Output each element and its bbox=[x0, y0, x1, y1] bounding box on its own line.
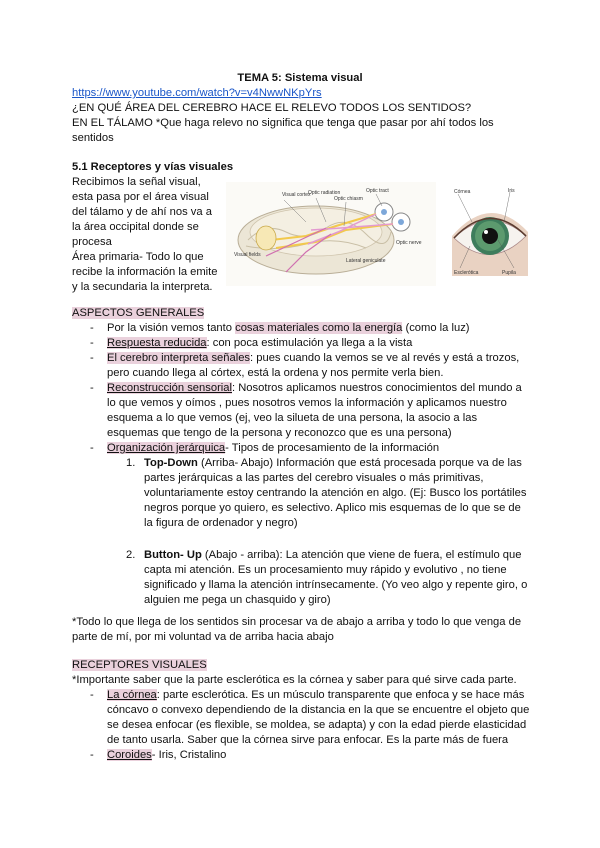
intro-line: y la secundaria la interpreta. bbox=[72, 281, 213, 293]
youtube-link[interactable]: https://www.youtube.com/watch?v=v4NwwNKpYrs bbox=[72, 87, 322, 99]
intro-line: Recibimos la señal visual, bbox=[72, 176, 201, 188]
eye-illustration bbox=[452, 186, 528, 276]
aspectos-heading: ASPECTOS GENERALES bbox=[72, 307, 205, 319]
brain-label: Optic nerve bbox=[396, 240, 422, 246]
list-item: - La córnea: parte esclerótica. Es un músculo transparente que enfoca y se hace más cóncavo o convexo dependiendo de la distancia en la que se encuentre el objeto que se desea enfocar (es flexible, se moldea, se adapta) y con la edad pierde elasticidad de tanto usarla. Saber que la córnea sirve para enfocar. Es la parte más de fuera bbox=[90, 689, 530, 746]
eye-label: Iris bbox=[508, 188, 515, 194]
brain-label: Lateral geniculate bbox=[346, 258, 386, 264]
section-intro bbox=[72, 175, 232, 295]
brain-label: Optic radiation bbox=[308, 190, 341, 196]
brain-label: Visual fields bbox=[234, 252, 261, 258]
brain-label: Visual cortex bbox=[282, 192, 311, 198]
list-item: 1. Top-Down (Arriba- Abajo) Información que está procesada porque va de las partes jerárquicas a las partes del cerebro visuales o más primitivas, voluntariamente estoy centrando la atención en algo. (Ej: Busco los portátiles negros porque yo quiero, es selectivo. Aplico mis esquemas de lo que se de la figura de ordenador y negro) bbox=[126, 457, 527, 529]
visual-pathway-illustration bbox=[226, 182, 436, 286]
answer-text-cont: sentidos bbox=[72, 132, 114, 144]
question-text: ¿EN QUÉ ÁREA DEL CEREBRO HACE EL RELEVO TODOS LOS SENTIDOS? bbox=[72, 102, 472, 114]
brain-label: Optic tract bbox=[366, 188, 389, 194]
receptores-heading: RECEPTORES VISUALES bbox=[72, 659, 207, 671]
note-text-cont: parte de mí, por mi voluntad va de arriba hacia abajo bbox=[72, 631, 334, 643]
intro-line: Área primaria- Todo lo que bbox=[72, 251, 204, 263]
receptores-list bbox=[90, 688, 532, 763]
intro-line: esta pasa por el área visual bbox=[72, 191, 209, 203]
processing-types-list bbox=[126, 456, 529, 608]
intro-line: del tálamo y de ahí nos va a bbox=[72, 206, 212, 218]
list-item: - Coroides- Iris, Cristalino bbox=[90, 749, 227, 761]
list-item: - Organización jerárquica- Tipos de procesamiento de la información bbox=[90, 442, 440, 454]
note-text: *Todo lo que llega de los sentidos sin procesar va de abajo a arriba y todo lo que venga de bbox=[72, 616, 522, 628]
intro-line: procesa bbox=[72, 236, 112, 248]
list-item: - Reconstrucción sensorial: Nosotros aplicamos nuestros conocimientos del mundo a lo que vemos y oímos , pues nosotros vemos la información y aplicamos nuestro esquema a lo que vemos (ej, veo la silueta de una persona, la asocio a las esquemas que tengo de la persona y reconozco que es una persona) bbox=[90, 382, 522, 439]
brain-label: Optic chiasm bbox=[334, 196, 363, 202]
aspectos-list bbox=[90, 321, 527, 456]
answer-text: EN EL TÁLAMO *Que haga relevo no significa que tenga que pasar por ahí todos los bbox=[72, 117, 494, 129]
list-item: - Por la visión vemos tanto cosas materiales como la energía (como la luz) bbox=[90, 322, 470, 334]
list-item: 2. Button- Up (Abajo - arriba): La atención que viene de fuera, el estímulo que capta mi atención. Es un procesamiento muy rápido y evolutivo , no tiene significado y llama la atención intrínsecamente. (Yo veo algo y repente giro, o alguien me pega un chasquido y giro) bbox=[126, 549, 528, 606]
eye-label: Córnea bbox=[454, 189, 471, 195]
section-heading: 5.1 Receptores y vías visuales bbox=[72, 161, 234, 173]
list-item: - Respuesta reducida: con poca estimulación ya llega a la vista bbox=[90, 337, 413, 349]
eye-label: Pupila bbox=[502, 270, 516, 276]
intro-line: recibe la información la emite bbox=[72, 266, 218, 278]
list-item: - El cerebro interpreta señales: pues cuando la vemos se ve al revés y está a trozos, pero cuando llega al córtex, está la ordena y nos permite verla bien. bbox=[90, 352, 520, 379]
page-title: TEMA 5: Sistema visual bbox=[237, 72, 363, 84]
intro-line: la área occipital donde se bbox=[72, 221, 199, 233]
eye-label: Esclerótica bbox=[454, 270, 479, 276]
receptores-intro: *Importante saber que la parte esclerótica es la córnea y saber para qué sirve cada parte. bbox=[72, 674, 517, 686]
